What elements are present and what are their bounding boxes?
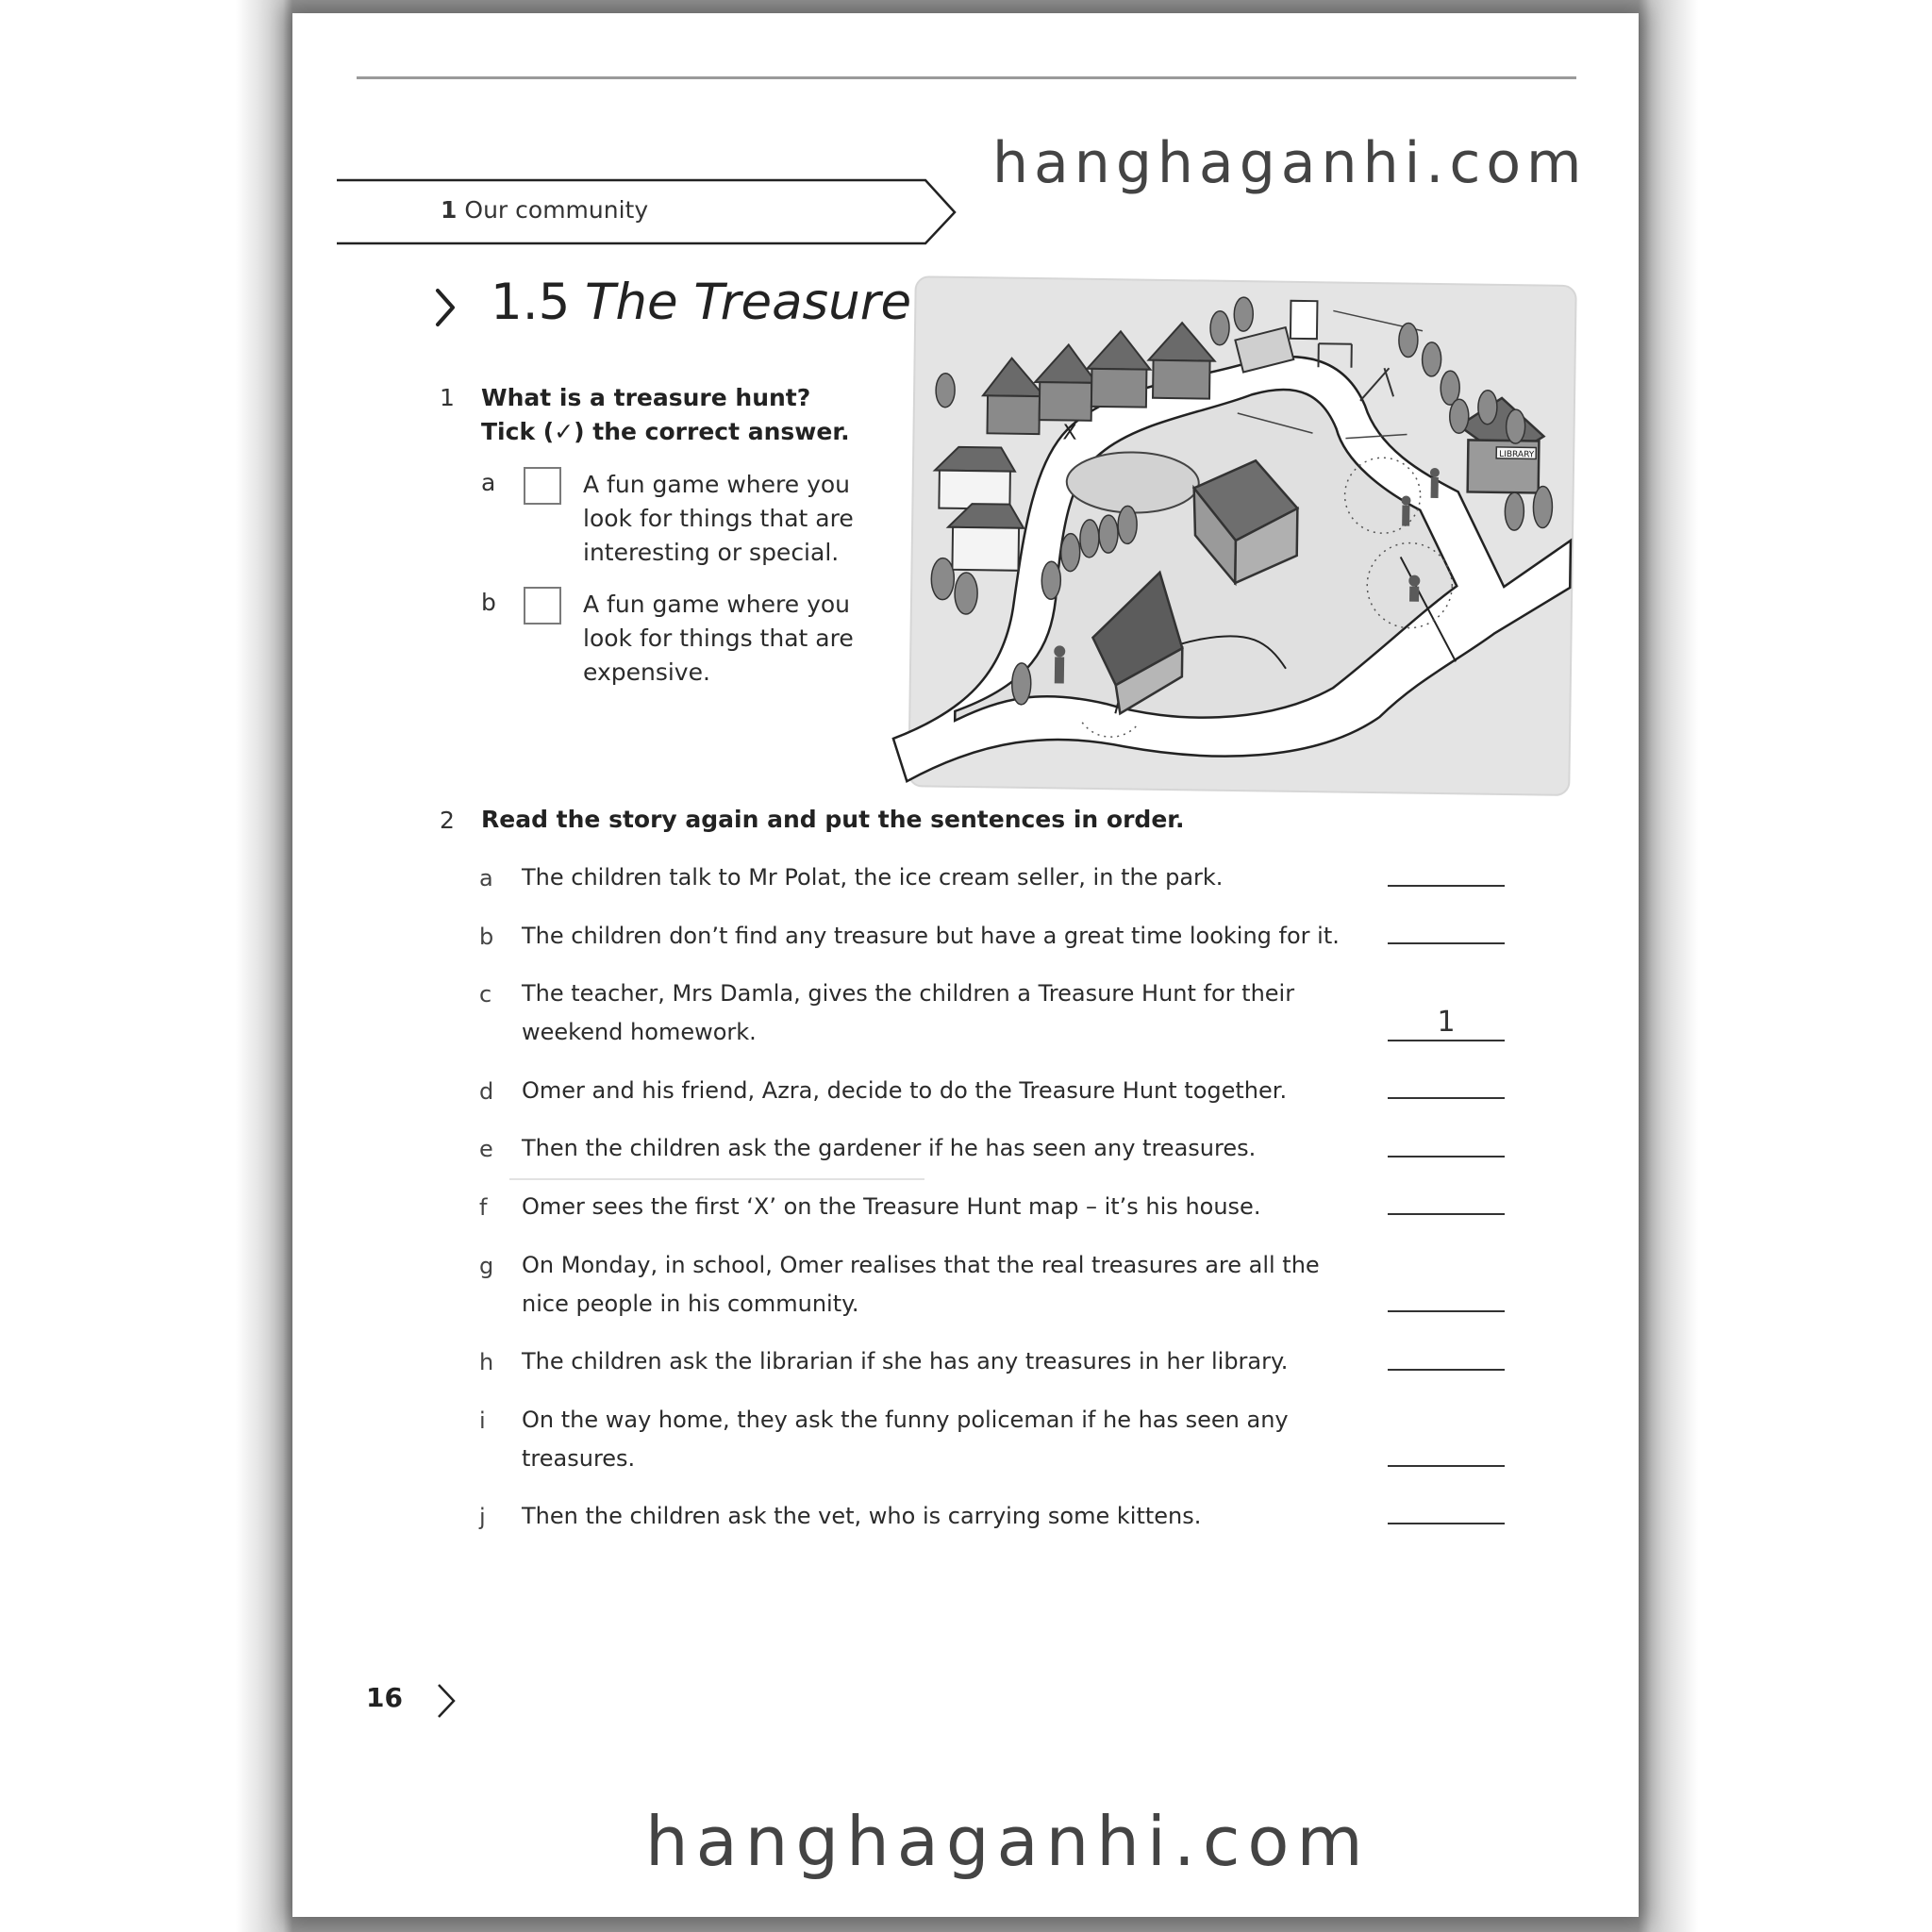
item-letter: b (479, 924, 494, 950)
item-text (522, 1188, 1371, 1226)
watermark-top: hanghaganhi.com (992, 130, 1588, 196)
chevron-right-icon (434, 287, 457, 328)
item-line: treasures. (522, 1445, 636, 1472)
item-line: On the way home, they ask the funny policeman if he has seen any (522, 1407, 1289, 1433)
unit-name: Our community (464, 196, 649, 224)
item-letter: j (479, 1504, 486, 1530)
item-text (522, 1246, 1371, 1324)
unit-number: 1 (441, 196, 458, 224)
map-illustration (888, 267, 1582, 802)
answer-blank-h[interactable] (1388, 1369, 1505, 1371)
item-letter: c (479, 981, 492, 1008)
option-line: expensive. (583, 658, 710, 686)
watermark-bottom: hanghaganhi.com (645, 1802, 1371, 1881)
item-text (522, 1497, 1371, 1536)
answer-blank-b[interactable] (1388, 942, 1505, 944)
option-line: look for things that are (583, 505, 854, 532)
instruction-line: What is a treasure hunt? (481, 384, 811, 411)
item-line: The children ask the librarian if she has any treasures in her library. (522, 1348, 1289, 1374)
answer-value-c: 1 (1437, 1006, 1456, 1039)
header-rule (357, 76, 1576, 79)
item-letter: d (479, 1078, 494, 1105)
treasure-x-mark: X (1062, 421, 1077, 445)
scan-artifact-line (509, 1178, 924, 1180)
item-text (522, 974, 1371, 1052)
item-line: On Monday, in school, Omer realises that the real treasures are all the (522, 1252, 1320, 1278)
answer-blank-g[interactable] (1388, 1310, 1505, 1312)
option-line: A fun game where you (583, 471, 851, 498)
item-text (522, 1401, 1371, 1478)
option-text (583, 468, 866, 570)
option-letter: b (481, 589, 496, 616)
lesson-name: The Treasure (585, 274, 912, 331)
lesson-number: 1.5 (491, 274, 571, 331)
answer-checkbox-b[interactable] (524, 587, 561, 625)
option-line: look for things that are (583, 625, 854, 652)
treasure-hunt-map (888, 267, 1582, 802)
item-text (522, 917, 1371, 956)
answer-blank-d[interactable] (1388, 1097, 1505, 1099)
item-text (522, 1129, 1371, 1168)
answer-blank-f[interactable] (1388, 1213, 1505, 1215)
item-line: The children don’t find any treasure but have a great time looking for it. (522, 923, 1340, 949)
instruction-line: Tick (✓) the correct answer. (481, 418, 850, 445)
unit-banner (337, 177, 959, 247)
answer-blank-c[interactable] (1388, 1040, 1505, 1041)
item-line: Then the children ask the gardener if he has seen any treasures. (522, 1135, 1257, 1161)
item-letter: e (479, 1136, 493, 1162)
item-letter: a (479, 865, 493, 891)
option-line: A fun game where you (583, 591, 851, 618)
library-sign: LIBRARY (1499, 449, 1535, 460)
option-line: interesting or special. (583, 539, 840, 566)
item-letter: i (479, 1407, 486, 1434)
answer-checkbox-a[interactable] (524, 467, 561, 505)
option-text (583, 588, 866, 690)
answer-blank-e[interactable] (1388, 1156, 1505, 1158)
item-line: nice people in his community. (522, 1291, 859, 1317)
page-number: 16 (366, 1682, 403, 1713)
item-line: Then the children ask the vet, who is carrying some kittens. (522, 1503, 1202, 1529)
chevron-right-icon (436, 1682, 457, 1720)
item-line: The children talk to Mr Polat, the ice cream seller, in the park. (522, 864, 1224, 891)
answer-blank-a[interactable] (1388, 885, 1505, 887)
item-line: weekend homework. (522, 1019, 757, 1045)
item-text (522, 1072, 1371, 1110)
item-text (522, 858, 1371, 897)
item-letter: f (479, 1194, 488, 1221)
item-line: Omer sees the first ‘X’ on the Treasure Hunt map – it’s his house. (522, 1193, 1261, 1220)
exercise-number: 1 (440, 384, 455, 411)
exercise-number: 2 (440, 807, 455, 834)
exercise-instruction: Read the story again and put the sentences in order. (481, 806, 1185, 833)
option-letter: a (481, 469, 496, 496)
answer-blank-i[interactable] (1388, 1465, 1505, 1467)
item-letter: g (479, 1253, 494, 1279)
item-text (522, 1342, 1371, 1381)
unit-title (441, 196, 648, 224)
answer-blank-j[interactable] (1388, 1523, 1505, 1524)
exercise-instruction (481, 381, 850, 449)
item-line: The teacher, Mrs Damla, gives the children a Treasure Hunt for their (522, 980, 1295, 1007)
item-line: Omer and his friend, Azra, decide to do the Treasure Hunt together. (522, 1077, 1288, 1104)
item-letter: h (479, 1349, 494, 1375)
